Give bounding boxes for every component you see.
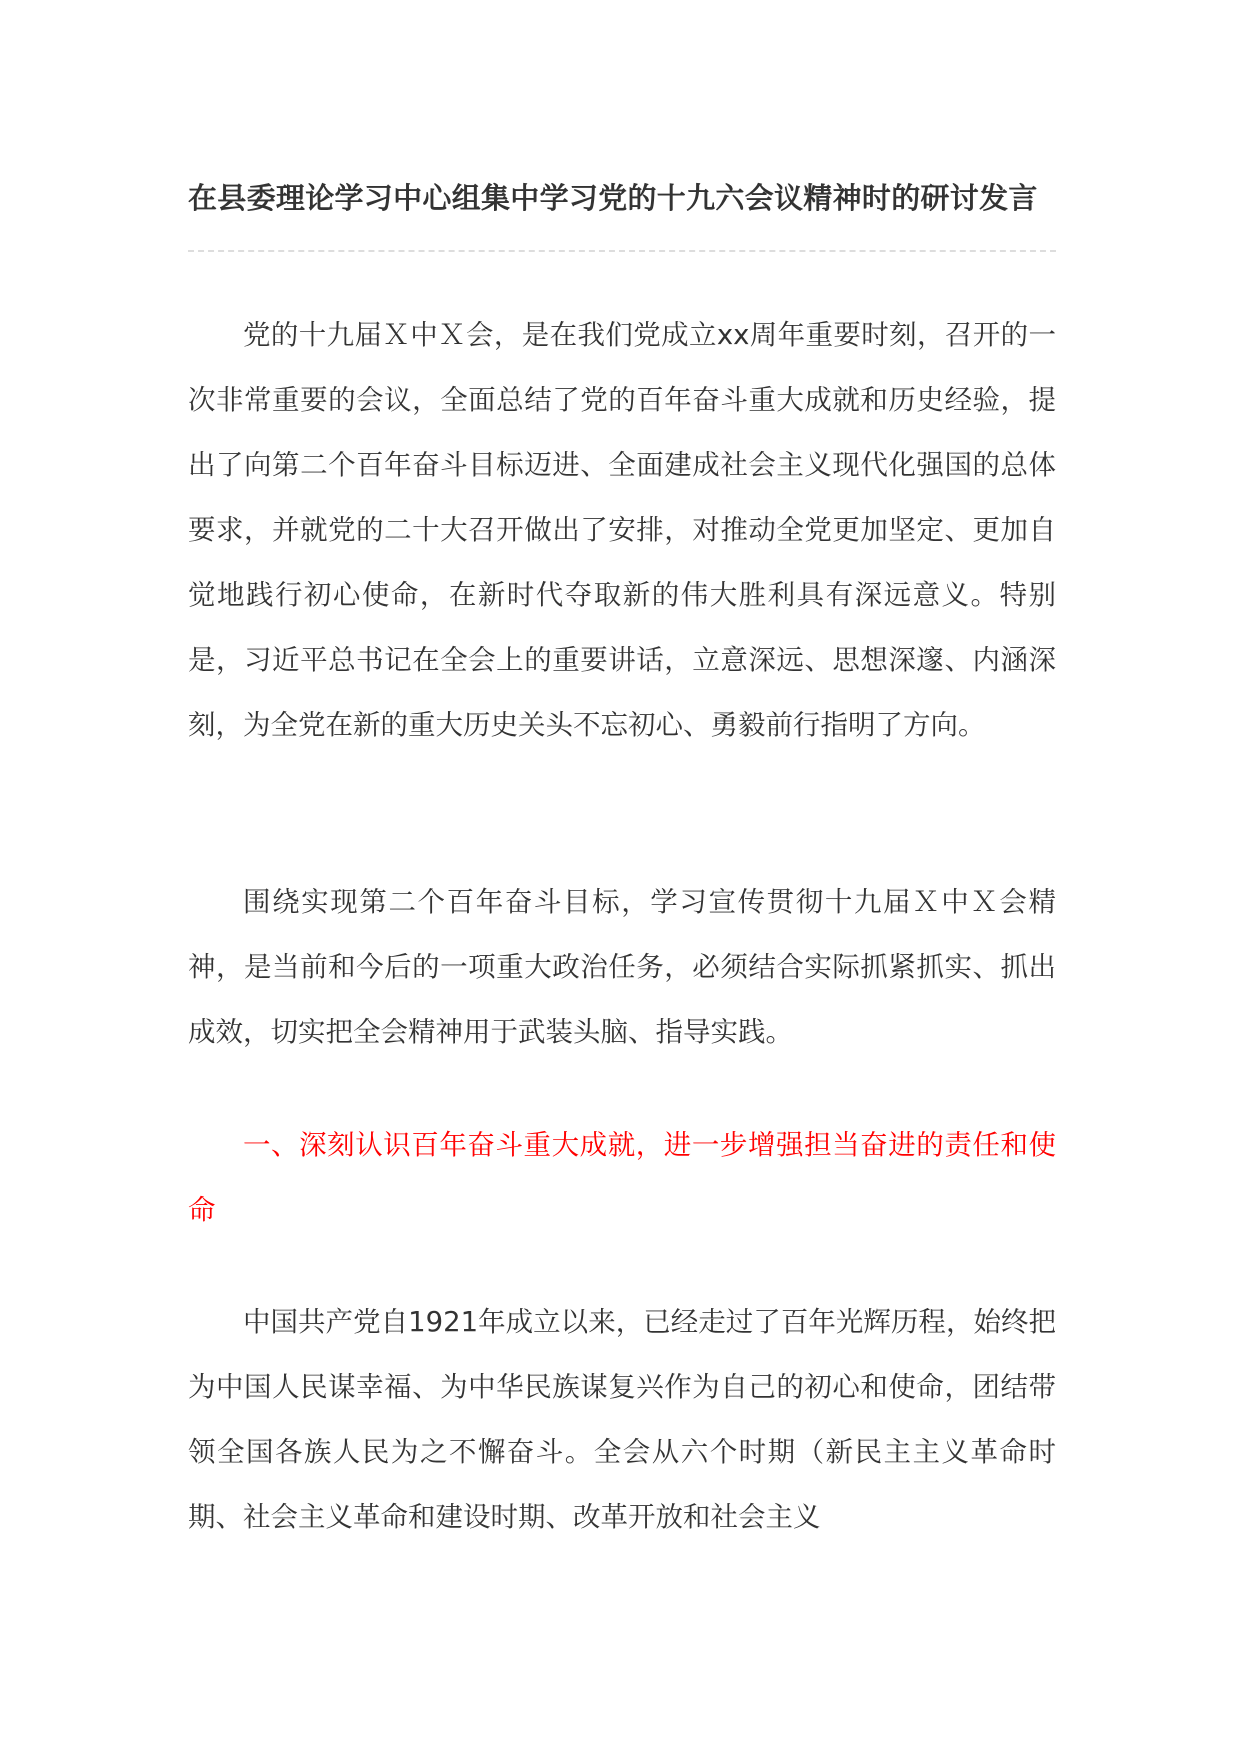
body-paragraph-1: 党的十九届Ｘ中Ｘ会，是在我们党成立xx周年重要时刻，召开的一次非常重要的会议，全面总结了党的百年奋斗重大成就和历史经验，提出了向第二个百年奋斗目标迈进、全面建成社会主义现代化强国的总体要求，并就党的二十大召开做出了安排，对推动全党更加坚定、更加自觉地践行初心使命，在新时代夺取新的伟大胜利具有深远意义。特别是，习近平总书记在全会上的重要讲话，立意深远、思想深邃、内涵深刻，为全党在新的重大历史关头不忘初心、勇毅前行指明了方向。 — [188, 319, 1056, 741]
section-paragraph: 中国共产党自1921年成立以来，已经走过了百年光辉历程，始终把为中国人民谋幸福、为中华民族谋复兴作为自己的初心和使命，团结带领全国各族人民为之不懈奋斗。全会从六个时期（新民主主义革命时期、社会主义革命和建设时期、改革开放和社会主义 — [188, 1306, 1056, 1533]
document-title: 在县委理论学习中心组集中学习党的十九六会议精神时的研讨发言 — [188, 181, 1038, 215]
title-divider — [188, 250, 1056, 252]
body-paragraph-2: 围绕实现第二个百年奋斗目标，学习宣传贯彻十九届Ｘ中Ｘ会精神，是当前和今后的一项重大政治任务，必须结合实际抓紧抓实、抓出成效，切实把全会精神用于武装头脑、指导实践。 — [188, 886, 1056, 1048]
section-heading: 一、深刻认识百年奋斗重大成就，进一步增强担当奋进的责任和使命 — [188, 1129, 1056, 1226]
